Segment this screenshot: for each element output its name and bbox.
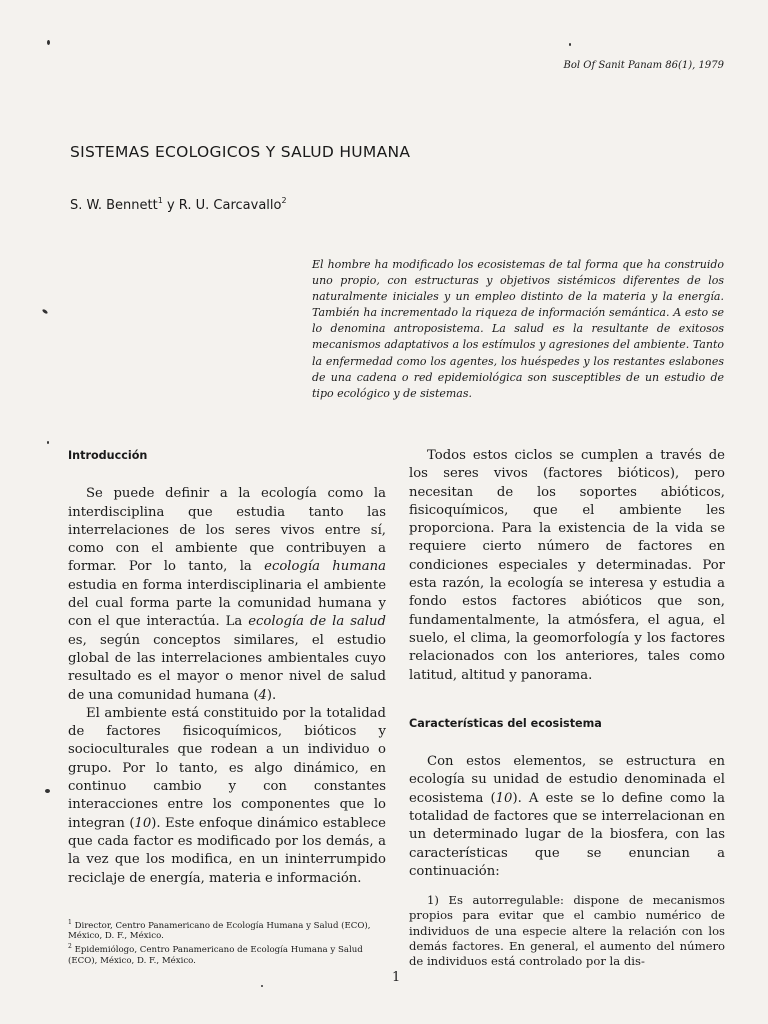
scan-speck — [261, 985, 263, 987]
page-number: 1 — [392, 970, 401, 985]
footnote-1 — [68, 918, 386, 942]
journal-reference: Bol Of Sanit Panam 86(1), 1979 — [563, 60, 724, 71]
text-span: ). — [266, 687, 277, 703]
section-heading-caracteristicas: Características del ecosistema — [409, 716, 602, 730]
footnote-text: Director, Centro Panamericano de Ecología Humana y Salud (ECO), México, D. F., México. — [68, 920, 371, 942]
body-paragraph-ciclos: Todos estos ciclos se cumplen a través de los seres vivos (factores bióticos), pero necesitan de los soportes abióticos, fisicoquímicos, que el ambiente les proporciona. Para la existencia de la vida se requiere cierto número de factores en condiciones especiales y determinadas. Por esta razón, la ecología se interesa y estudia a fondo estos factores abióticos que son, fundamentalmente, la atmósfera, el agua, el suelo, el clima, la geomorfología y los factores relacionados con los anteriores, tales como latitud, altitud y panorama. — [409, 448, 725, 683]
text-span: ). Este enfoque dinámico establece que cada factor es modificado por los demás, a la vez que los modifica, en un ininterrumpido reciclaje de energía, materia e información. — [68, 815, 386, 886]
scan-speck — [45, 789, 50, 793]
scan-speck — [47, 40, 50, 45]
article-title: SISTEMAS ECOLOGICOS Y SALUD HUMANA — [70, 143, 411, 161]
scan-speck — [569, 43, 571, 46]
text-span: es, según conceptos similares, el estudio global de las interrelaciones ambientales cuyo resultado es el mayor o menor nivel de salud de una comunidad humana ( — [68, 632, 386, 703]
author-2: R. U. Carcavallo — [178, 198, 282, 213]
scan-speck — [42, 309, 49, 315]
text-span: Con estos elementos, se estructura en ecología su unidad de estudio denominada el ecosistema ( — [409, 754, 725, 806]
footnotes — [68, 918, 386, 966]
list-item-autorregulable: 1) Es autorregulable: dispone de mecanismos propios para evitar que el cambio numérico de individuos de una especie altere la relación con los demás factores. En general, el aumento del número de individuos está controlado por la dis- — [409, 893, 725, 969]
author-1: S. W. Bennett — [70, 198, 158, 213]
text-span: Se puede definir a la ecología como la interdisciplina que estudia tanto las interrelaciones de los seres vivos entre sí, como con el ambiente que contribuyen a formar. Por lo tanto, la — [68, 486, 386, 575]
term-ecologia-de-la-salud: ecología de la salud — [248, 614, 386, 630]
reference-number: 10 — [134, 815, 152, 831]
intro-paragraph-1 — [68, 485, 386, 705]
right-column — [409, 447, 725, 969]
reference-number: 4 — [258, 687, 267, 703]
abstract: El hombre ha modificado los ecosistemas de tal forma que ha construido uno propio, con estructuras y objetivos sistémicos diferentes de los naturalmente iniciales y un empleo distinto de la materia y la energía. También ha incrementado la riqueza de información semántica. A esto se lo denomina antroposistema. La salud es la resultante de exitosos mecanismos adaptativos a los estímulos y agresiones del ambiente. Tanto la enfermedad como los agentes, los huéspedes y los restantes eslabones de una cadena o red epidemiológica son susceptibles de un estudio de tipo ecológico y de sistemas. — [312, 258, 724, 400]
footnote-text: Epidemiólogo, Centro Panamericano de Ecología Humana y Salud (ECO), México, D. F., México. — [68, 944, 363, 966]
footnote-2 — [68, 942, 386, 966]
left-column — [68, 447, 386, 888]
author-1-footnote-mark: 1 — [157, 196, 163, 205]
section-heading-introduccion: Introducción — [68, 449, 148, 462]
author-2-footnote-mark: 2 — [281, 196, 287, 205]
reference-number: 10 — [495, 790, 513, 806]
scan-speck — [47, 441, 49, 444]
term-ecologia-humana: ecología humana — [264, 559, 386, 575]
text-span: ). A este se lo define como la totalidad de factores que se interrelacionan en un determinado lugar de la biosfera, con las características que se enuncian a continuación: — [409, 790, 725, 879]
footnote-mark: 2 — [68, 943, 72, 951]
author-line — [70, 196, 287, 213]
text-span: estudia en forma interdisciplinaria el ambiente del cual forma parte la comunidad humana y con el que interactúa. La — [68, 577, 386, 630]
text-span: El ambiente está constituido por la totalidad de factores fisicoquímicos, bióticos y socioculturales que rodean a un individuo o grupo. Por lo tanto, es algo dinámico, en continuo cambio y con constantes interacciones entre los componentes que lo integran ( — [68, 705, 386, 831]
footnote-mark: 1 — [68, 919, 72, 926]
author-connector: y — [162, 198, 179, 213]
intro-paragraph-2 — [68, 705, 386, 888]
body-paragraph-ecosistema — [409, 753, 725, 881]
